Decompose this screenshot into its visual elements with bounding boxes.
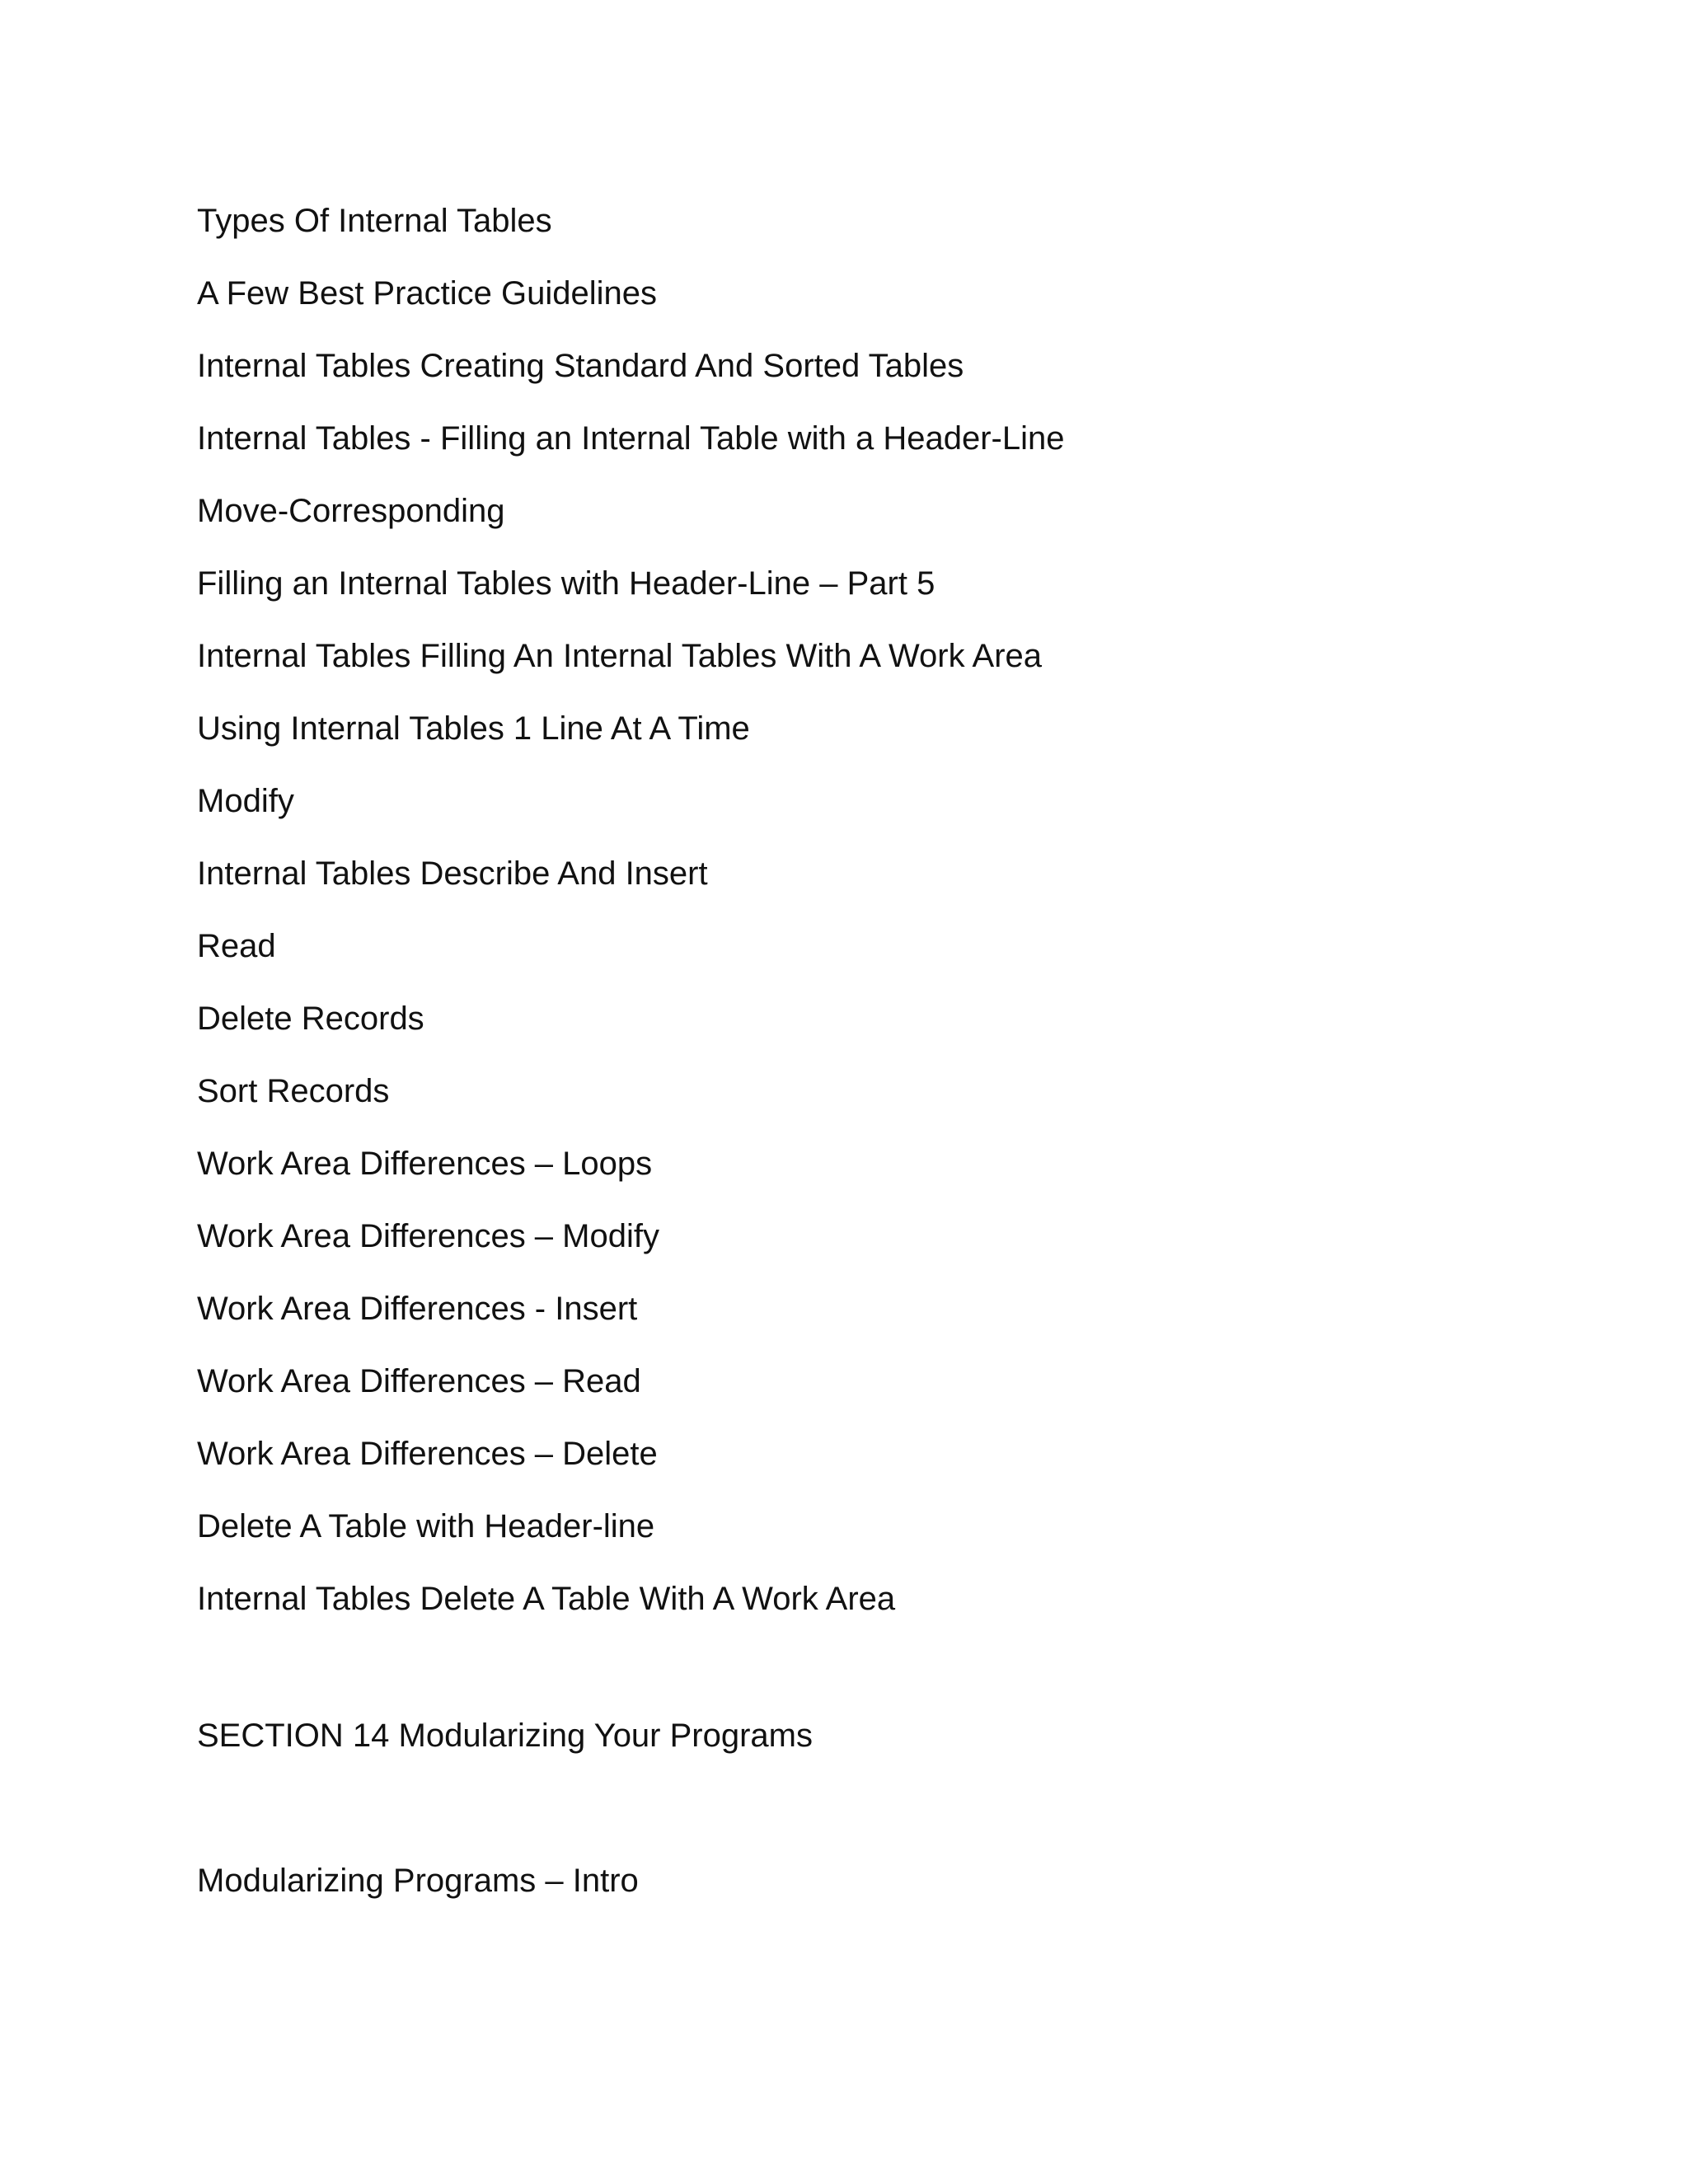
toc-item: Modularizing Programs – Intro — [197, 1863, 639, 1899]
toc-item: Sort Records — [197, 1073, 390, 1109]
toc-item: A Few Best Practice Guidelines — [197, 275, 658, 312]
toc-item: Types Of Internal Tables — [197, 203, 552, 239]
toc-item: Delete Records — [197, 1001, 424, 1037]
section-heading: SECTION 14 Modularizing Your Programs — [197, 1718, 813, 1754]
toc-item: Internal Tables Delete A Table With A Work Area — [197, 1581, 896, 1617]
toc-item: Internal Tables Filling An Internal Tables With A Work Area — [197, 638, 1042, 674]
toc-item: Delete A Table with Header-line — [197, 1508, 655, 1544]
toc-item: Filling an Internal Tables with Header-Line – Part 5 — [197, 565, 935, 602]
toc-item: Work Area Differences – Modify — [197, 1218, 659, 1254]
toc-item: Work Area Differences – Loops — [197, 1146, 653, 1182]
toc-list — [197, 196, 1064, 1647]
toc-item: Work Area Differences - Insert — [197, 1291, 638, 1327]
toc-item: Internal Tables - Filling an Internal Table with a Header-Line — [197, 420, 1065, 457]
section-toc-list — [197, 1856, 639, 1929]
toc-item: Using Internal Tables 1 Line At A Time — [197, 710, 750, 747]
toc-item: Work Area Differences – Read — [197, 1363, 641, 1399]
toc-item: Move-Corresponding — [197, 493, 505, 529]
toc-item: Modify — [197, 783, 294, 819]
toc-item: Work Area Differences – Delete — [197, 1436, 658, 1472]
toc-item: Read — [197, 928, 276, 964]
toc-item: Internal Tables Describe And Insert — [197, 855, 708, 892]
toc-item: Internal Tables Creating Standard And Sorted Tables — [197, 348, 964, 384]
